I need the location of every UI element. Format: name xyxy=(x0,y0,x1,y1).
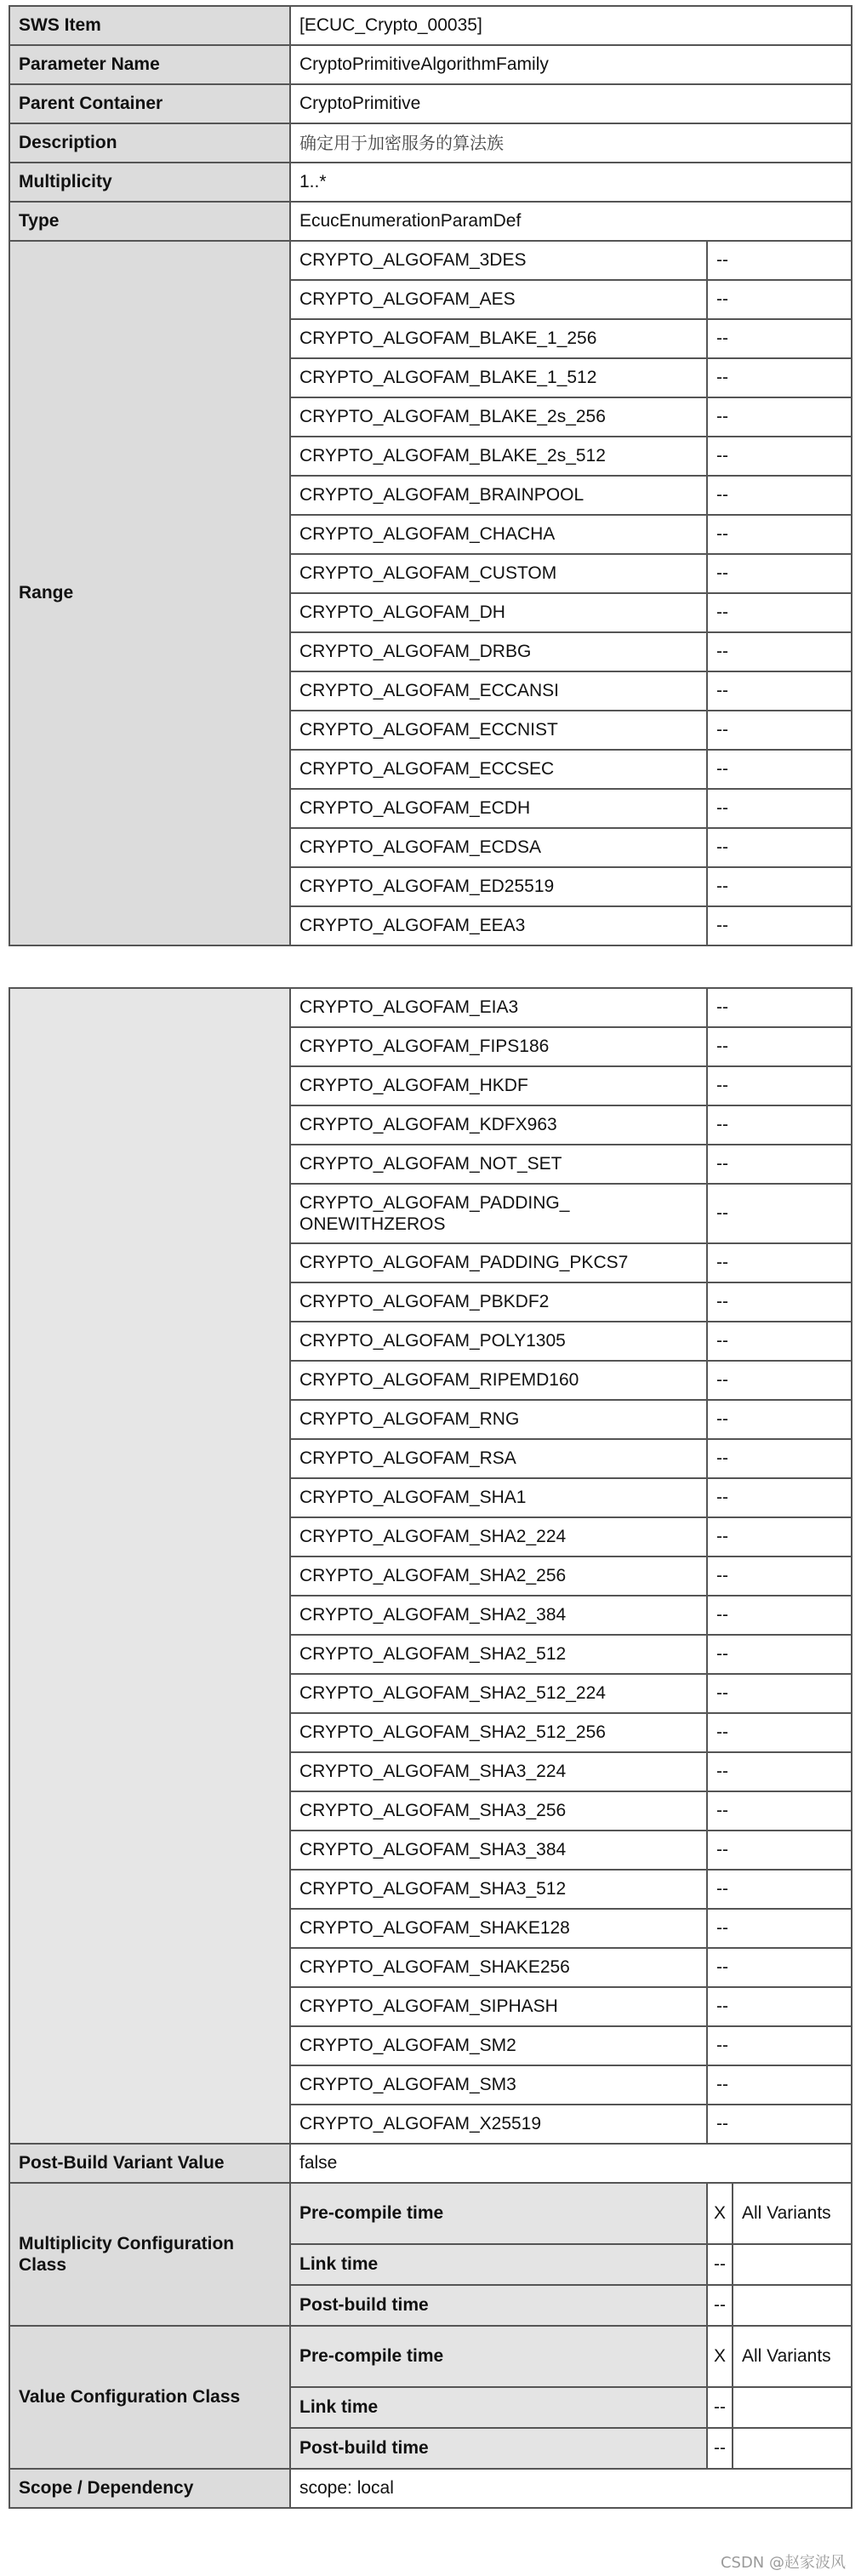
range-value-desc: -- xyxy=(707,1517,852,1556)
range-value-name: CRYPTO_ALGOFAM_RSA xyxy=(290,1439,707,1478)
range-value-desc: -- xyxy=(707,1400,852,1439)
multiplicity-config-class-time-note xyxy=(733,2244,852,2285)
range-row xyxy=(9,241,852,280)
range-value-desc: -- xyxy=(707,906,852,945)
range-value-name: CRYPTO_ALGOFAM_SHA3_384 xyxy=(290,1831,707,1870)
range-value-name: CRYPTO_ALGOFAM_SHA3_512 xyxy=(290,1870,707,1909)
range-value-name: CRYPTO_ALGOFAM_BLAKE_1_256 xyxy=(290,319,707,358)
range-value-desc: -- xyxy=(707,1987,852,2026)
parameter-table-bottom xyxy=(9,987,852,2509)
type-value: EcucEnumerationParamDef xyxy=(290,202,852,241)
range-value-desc: -- xyxy=(707,397,852,437)
range-row xyxy=(9,988,852,1027)
range-value-desc: -- xyxy=(707,789,852,828)
range-value-desc: -- xyxy=(707,1635,852,1674)
range-value-desc: -- xyxy=(707,1361,852,1400)
range-value-desc: -- xyxy=(707,828,852,867)
range-value-desc: -- xyxy=(707,2105,852,2144)
type-label: Type xyxy=(9,202,290,241)
range-value-name: CRYPTO_ALGOFAM_SHA2_224 xyxy=(290,1517,707,1556)
range-value-desc: -- xyxy=(707,1831,852,1870)
range-value-name: CRYPTO_ALGOFAM_ECDSA xyxy=(290,828,707,867)
range-value-name: CRYPTO_ALGOFAM_HKDF xyxy=(290,1066,707,1105)
range-value-name: CRYPTO_ALGOFAM_SM2 xyxy=(290,2026,707,2065)
range-value-name: CRYPTO_ALGOFAM_FIPS186 xyxy=(290,1027,707,1066)
range-value-name: CRYPTO_ALGOFAM_ECCNIST xyxy=(290,711,707,750)
value-config-class-time-mark: -- xyxy=(707,2428,733,2469)
range-value-desc: -- xyxy=(707,515,852,554)
range-value-name: CRYPTO_ALGOFAM_POLY1305 xyxy=(290,1322,707,1361)
value-config-class-time-note xyxy=(733,2428,852,2469)
range-value-desc: -- xyxy=(707,1184,852,1243)
range-value-name: CRYPTO_ALGOFAM_CHACHA xyxy=(290,515,707,554)
value-config-class-time-name: Post-build time xyxy=(290,2428,707,2469)
range-value-desc: -- xyxy=(707,632,852,671)
range-value-name: CRYPTO_ALGOFAM_3DES xyxy=(290,241,707,280)
range-value-desc: -- xyxy=(707,1948,852,1987)
range-value-desc: -- xyxy=(707,1439,852,1478)
multiplicity-config-class-row xyxy=(9,2183,852,2244)
value-config-class-time-note xyxy=(733,2387,852,2428)
sws-item-label: SWS Item xyxy=(9,6,290,45)
range-value-name: CRYPTO_ALGOFAM_AES xyxy=(290,280,707,319)
range-value-name: CRYPTO_ALGOFAM_EEA3 xyxy=(290,906,707,945)
description-label: Description xyxy=(9,123,290,163)
multiplicity-value: 1..* xyxy=(290,163,852,202)
range-value-name: CRYPTO_ALGOFAM_RIPEMD160 xyxy=(290,1361,707,1400)
value-config-class-time-name: Pre-compile time xyxy=(290,2326,707,2387)
range-value-desc: -- xyxy=(707,319,852,358)
parent-container-label: Parent Container xyxy=(9,84,290,123)
range-value-desc: -- xyxy=(707,711,852,750)
value-config-class-time-mark: -- xyxy=(707,2387,733,2428)
post-build-variant-row xyxy=(9,2144,852,2183)
multiplicity-config-class-time-note xyxy=(733,2285,852,2326)
range-value-name: CRYPTO_ALGOFAM_DRBG xyxy=(290,632,707,671)
range-value-name: CRYPTO_ALGOFAM_SIPHASH xyxy=(290,1987,707,2026)
range-value-desc: -- xyxy=(707,1145,852,1184)
value-config-class-label: Value Configuration Class xyxy=(9,2326,290,2469)
scope-dependency-value: scope: local xyxy=(290,2469,852,2508)
range-value-name: CRYPTO_ALGOFAM_SHA2_512 xyxy=(290,1635,707,1674)
range-value-name: CRYPTO_ALGOFAM_ECCSEC xyxy=(290,750,707,789)
range-value-name: CRYPTO_ALGOFAM_BRAINPOOL xyxy=(290,476,707,515)
post-build-variant-value: false xyxy=(290,2144,852,2183)
range-value-name: CRYPTO_ALGOFAM_EIA3 xyxy=(290,988,707,1027)
range-value-desc: -- xyxy=(707,1556,852,1596)
range-value-name: CRYPTO_ALGOFAM_RNG xyxy=(290,1400,707,1439)
range-value-desc: -- xyxy=(707,2065,852,2105)
range-value-name: CRYPTO_ALGOFAM_PBKDF2 xyxy=(290,1282,707,1322)
range-value-desc: -- xyxy=(707,1596,852,1635)
range-value-name: CRYPTO_ALGOFAM_BLAKE_2s_256 xyxy=(290,397,707,437)
watermark: CSDN @赵家波风 xyxy=(720,2554,846,2572)
range-value-name: CRYPTO_ALGOFAM_SHA2_512_256 xyxy=(290,1713,707,1752)
range-value-name: CRYPTO_ALGOFAM_SHA3_224 xyxy=(290,1752,707,1791)
multiplicity-config-class-time-mark: X xyxy=(707,2183,733,2244)
range-value-name: CRYPTO_ALGOFAM_CUSTOM xyxy=(290,554,707,593)
range-value-name: CRYPTO_ALGOFAM_PADDING_ ONEWITHZEROS xyxy=(290,1184,707,1243)
range-value-desc: -- xyxy=(707,1066,852,1105)
multiplicity-config-class-time-name: Pre-compile time xyxy=(290,2183,707,2244)
range-value-name: CRYPTO_ALGOFAM_SHA2_512_224 xyxy=(290,1674,707,1713)
range-value-name: CRYPTO_ALGOFAM_BLAKE_2s_512 xyxy=(290,437,707,476)
range-value-name: CRYPTO_ALGOFAM_ED25519 xyxy=(290,867,707,906)
parameter-name-value: CryptoPrimitiveAlgorithmFamily xyxy=(290,45,852,84)
range-value-desc: -- xyxy=(707,750,852,789)
range-value-desc: -- xyxy=(707,358,852,397)
range-value-desc: -- xyxy=(707,1243,852,1282)
parent-container-value: CryptoPrimitive xyxy=(290,84,852,123)
range-value-desc: -- xyxy=(707,2026,852,2065)
range-value-desc: -- xyxy=(707,593,852,632)
range-value-desc: -- xyxy=(707,1909,852,1948)
multiplicity-config-class-time-mark: -- xyxy=(707,2244,733,2285)
range-value-desc: -- xyxy=(707,988,852,1027)
range-value-name: CRYPTO_ALGOFAM_SM3 xyxy=(290,2065,707,2105)
post-build-variant-label: Post-Build Variant Value xyxy=(9,2144,290,2183)
scope-dependency-row xyxy=(9,2469,852,2508)
range-value-desc: -- xyxy=(707,1791,852,1831)
range-continued-blank xyxy=(9,988,290,2144)
range-value-desc: -- xyxy=(707,1752,852,1791)
range-value-name: CRYPTO_ALGOFAM_X25519 xyxy=(290,2105,707,2144)
range-value-desc: -- xyxy=(707,1282,852,1322)
range-value-desc: -- xyxy=(707,1870,852,1909)
multiplicity-config-class-label: Multiplicity Configuration Class xyxy=(9,2183,290,2326)
range-value-desc: -- xyxy=(707,437,852,476)
scope-dependency-label: Scope / Dependency xyxy=(9,2469,290,2508)
multiplicity-config-class-time-name: Post-build time xyxy=(290,2285,707,2326)
multiplicity-label: Multiplicity xyxy=(9,163,290,202)
parameter-name-label: Parameter Name xyxy=(9,45,290,84)
range-value-desc: -- xyxy=(707,1674,852,1713)
range-value-desc: -- xyxy=(707,671,852,711)
range-value-desc: -- xyxy=(707,1322,852,1361)
range-value-name: CRYPTO_ALGOFAM_SHAKE256 xyxy=(290,1948,707,1987)
value-config-class-row xyxy=(9,2326,852,2387)
range-value-desc: -- xyxy=(707,476,852,515)
range-value-name: CRYPTO_ALGOFAM_SHAKE128 xyxy=(290,1909,707,1948)
range-value-desc: -- xyxy=(707,867,852,906)
range-value-desc: -- xyxy=(707,280,852,319)
range-value-desc: -- xyxy=(707,1105,852,1145)
range-value-name: CRYPTO_ALGOFAM_ECDH xyxy=(290,789,707,828)
range-value-name: CRYPTO_ALGOFAM_SHA2_256 xyxy=(290,1556,707,1596)
range-value-name: CRYPTO_ALGOFAM_SHA2_384 xyxy=(290,1596,707,1635)
range-value-desc: -- xyxy=(707,554,852,593)
range-label: Range xyxy=(9,241,290,945)
multiplicity-config-class-time-note: All Variants xyxy=(733,2183,852,2244)
parameter-table-top xyxy=(9,5,852,946)
range-value-name: CRYPTO_ALGOFAM_DH xyxy=(290,593,707,632)
value-config-class-time-note: All Variants xyxy=(733,2326,852,2387)
range-value-name: CRYPTO_ALGOFAM_BLAKE_1_512 xyxy=(290,358,707,397)
multiplicity-config-class-time-name: Link time xyxy=(290,2244,707,2285)
range-value-desc: -- xyxy=(707,1713,852,1752)
range-value-name: CRYPTO_ALGOFAM_ECCANSI xyxy=(290,671,707,711)
range-value-name: CRYPTO_ALGOFAM_PADDING_PKCS7 xyxy=(290,1243,707,1282)
range-value-name: CRYPTO_ALGOFAM_SHA1 xyxy=(290,1478,707,1517)
range-value-desc: -- xyxy=(707,1478,852,1517)
range-value-name: CRYPTO_ALGOFAM_KDFX963 xyxy=(290,1105,707,1145)
range-value-desc: -- xyxy=(707,1027,852,1066)
value-config-class-time-mark: X xyxy=(707,2326,733,2387)
multiplicity-config-class-time-mark: -- xyxy=(707,2285,733,2326)
range-value-name: CRYPTO_ALGOFAM_NOT_SET xyxy=(290,1145,707,1184)
range-value-desc: -- xyxy=(707,241,852,280)
value-config-class-time-name: Link time xyxy=(290,2387,707,2428)
description-value: 确定用于加密服务的算法族 xyxy=(290,123,852,163)
range-value-name: CRYPTO_ALGOFAM_SHA3_256 xyxy=(290,1791,707,1831)
sws-item-value: [ECUC_Crypto_00035] xyxy=(290,6,852,45)
